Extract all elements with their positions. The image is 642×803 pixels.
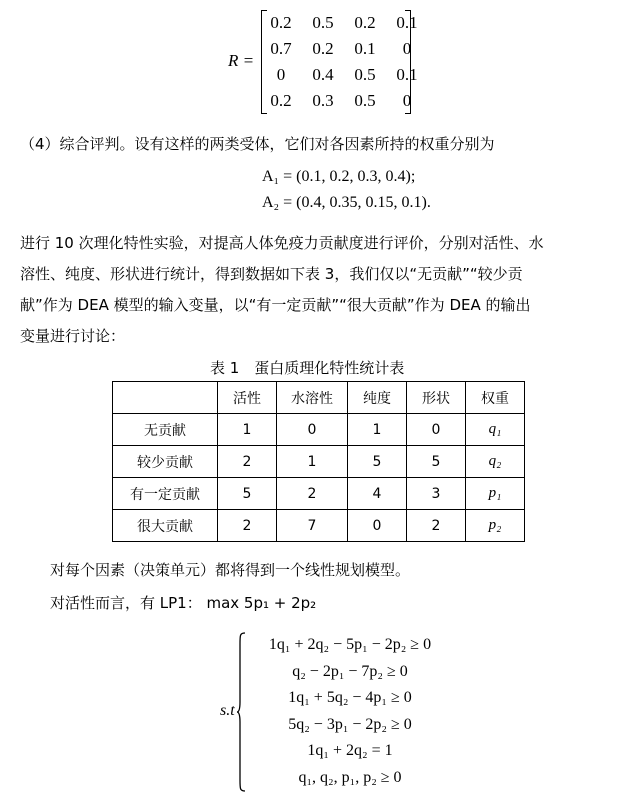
matrix-cell: 0.7 xyxy=(270,39,292,58)
constraint-line: 1q₁ + 5q₂ − 4p₁ ≥ 0 xyxy=(288,689,412,707)
table-cell: 3 xyxy=(407,478,466,510)
table-cell: 4 xyxy=(348,478,407,510)
matrix-row xyxy=(260,88,428,114)
constraint-system xyxy=(250,632,450,792)
table-header: 权重 xyxy=(466,382,525,414)
matrix-cell: 0.1 xyxy=(396,13,418,32)
matrix-cell: 0.3 xyxy=(312,91,334,110)
matrix-cell: 0.2 xyxy=(312,39,334,58)
table-cell: 2 xyxy=(277,478,348,510)
paragraph-lp1-objective: 对活性而言，有 LP1： max 5p₁ + 2p₂ xyxy=(50,594,317,612)
matrix-cell: 0.2 xyxy=(270,91,292,110)
table-cell: 2 xyxy=(407,510,466,542)
matrix-cell: 0.5 xyxy=(354,65,376,84)
paragraph-lp-intro: 对每个因素（决策单元）都将得到一个线性规划模型。 xyxy=(50,561,411,579)
matrix-cell: 0.1 xyxy=(354,39,376,58)
table-cell: 1 xyxy=(218,414,277,446)
matrix-row xyxy=(260,62,428,88)
table-header: 形状 xyxy=(407,382,466,414)
property-table xyxy=(112,381,525,542)
constraint-line: 1q₁ + 2q₂ = 1 xyxy=(307,742,393,760)
matrix-cell: 0 xyxy=(276,65,286,84)
paragraph-experiment-line4: 变量进行讨论： xyxy=(20,327,126,345)
table-header xyxy=(113,382,218,414)
table-header: 活性 xyxy=(218,382,277,414)
table-cell: 0 xyxy=(407,414,466,446)
constraint-line: q₂ − 2p₁ − 7p₂ ≥ 0 xyxy=(292,662,408,680)
constraint-label: s.t xyxy=(220,702,235,719)
table-row xyxy=(113,414,525,446)
brace-icon xyxy=(236,632,246,792)
matrix-cell: 0.2 xyxy=(354,13,376,32)
matrix-cell: 0.2 xyxy=(270,13,292,32)
table-cell: 5 xyxy=(348,446,407,478)
table-cell: 0 xyxy=(348,510,407,542)
constraint-line: 1q₁ + 2q₂ − 5p₁ − 2p₂ ≥ 0 xyxy=(268,636,432,653)
weight-cell: p₁ xyxy=(466,478,525,510)
matrix-row xyxy=(260,36,428,62)
constraint-line: q₁, q₂, p₁, p₂ ≥ 0 xyxy=(298,768,402,786)
table-header: 纯度 xyxy=(348,382,407,414)
table-header: 水溶性 xyxy=(277,382,348,414)
weight-cell: q₂ xyxy=(466,446,525,478)
paragraph-evaluation: （4）综合评判。设有这样的两类受体，它们对各因素所持的权重分别为 xyxy=(20,135,495,153)
matrix-cell: 0.4 xyxy=(312,65,334,84)
row-label: 较少贡献 xyxy=(113,446,218,478)
table-cell: 1 xyxy=(277,446,348,478)
table-cell: 2 xyxy=(218,510,277,542)
paragraph-experiment-line2: 溶性、纯度、形状进行统计，得到数据如下表 3，我们仅以“无贡献”“较少贡 xyxy=(20,265,523,283)
matrix-cell: 0.1 xyxy=(396,65,418,84)
matrix-cell: 0.5 xyxy=(354,91,376,110)
table-row xyxy=(113,478,525,510)
table-cell: 5 xyxy=(407,446,466,478)
paragraph-experiment-line3: 献”作为 DEA 模型的输入变量，以“有一定贡献”“很大贡献”作为 DEA 的输出 xyxy=(20,296,531,314)
table-row xyxy=(113,510,525,542)
matrix-row xyxy=(260,10,428,36)
row-label: 无贡献 xyxy=(113,414,218,446)
table-cell: 2 xyxy=(218,446,277,478)
table-cell: 5 xyxy=(218,478,277,510)
table-cell: 7 xyxy=(277,510,348,542)
matrix-cell: 0.5 xyxy=(312,13,334,32)
paragraph-experiment-line1: 进行 10 次理化特性实验，对提高人体免疫力贡献度进行评价，分别对活性、水 xyxy=(20,234,544,252)
matrix-body xyxy=(260,10,428,114)
row-label: 有一定贡献 xyxy=(113,478,218,510)
table-row xyxy=(113,446,525,478)
weight-cell: q₁ xyxy=(466,414,525,446)
row-label: 很大贡献 xyxy=(113,510,218,542)
matrix-cell: 0 xyxy=(402,91,412,110)
matrix-cell: 0 xyxy=(402,39,412,58)
weight-vector-a1: A₁ = (0.1, 0.2, 0.3, 0.4); xyxy=(262,168,416,185)
table-header-row xyxy=(113,382,525,414)
matrix-label: R = xyxy=(228,51,255,70)
table-cell: 0 xyxy=(277,414,348,446)
weight-vector-a2: A₂ = (0.4, 0.35, 0.15, 0.1). xyxy=(262,194,431,211)
table-cell: 1 xyxy=(348,414,407,446)
weight-cell: p₂ xyxy=(466,510,525,542)
table-caption: 表 1 蛋白质理化特性统计表 xyxy=(210,359,405,377)
constraint-line: 5q₂ − 3p₁ − 2p₂ ≥ 0 xyxy=(288,715,412,733)
